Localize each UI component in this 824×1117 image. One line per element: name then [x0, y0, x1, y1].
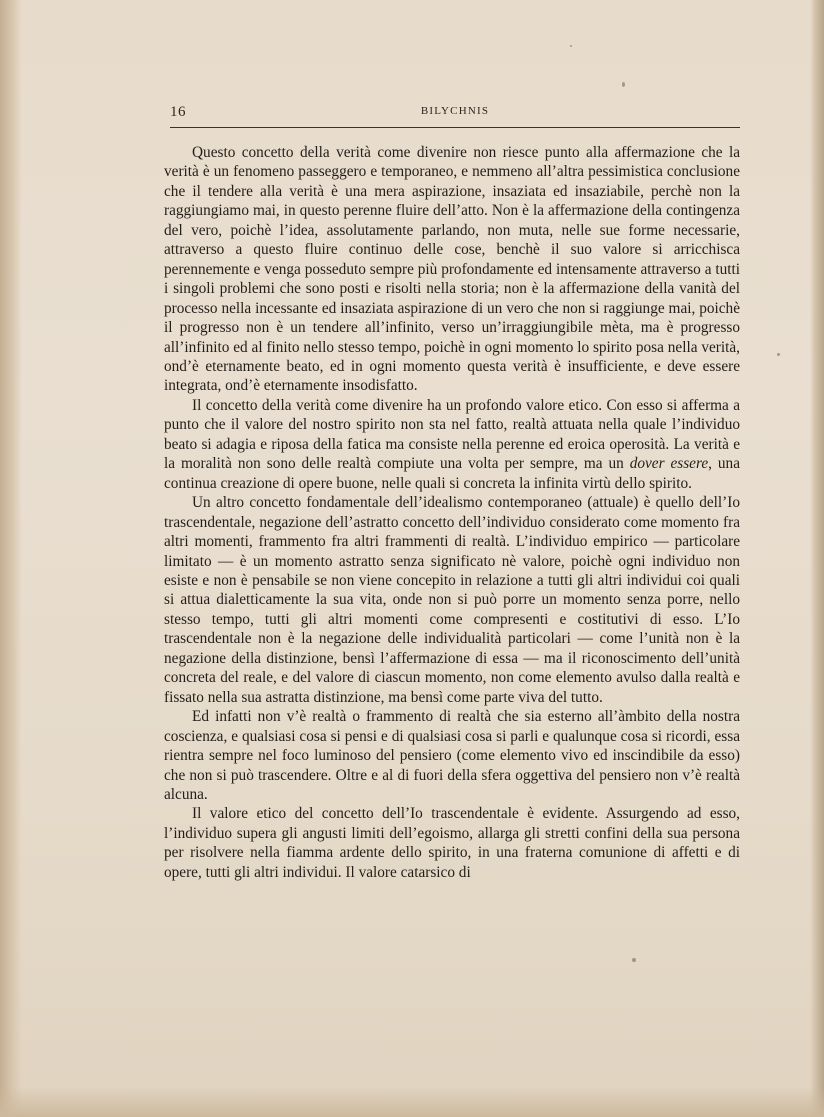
paragraph [164, 396, 740, 493]
paper-speck [570, 45, 572, 47]
paragraph: Un altro concetto fondamentale dell’idealismo contemporaneo (attuale) è quello dell’Io trascendentale, negazione dell’astratto concetto dell’individuo considerato come momento fra altri momenti, frammento fra altri frammenti di realtà. L’individuo empirico — particolare limitato — è un momento astratto senza significato nè valore, poichè ogni individuo non esiste e non è pensabile se non viene concepito in relazione a tutti gli altri individui coi quali si attua dialetticamente la sua vita, onde non si può porre un momento senza porre, nello stesso tempo, tutti gli altri momenti come compresenti e costitutivi di esso. L’Io trascendentale non è la negazione delle individualità particolari — come l’unità non è la negazione della distinzione, bensì l’affermazione di essa — ma il riconoscimento dell’unità concreta del reale, e del valore di ciascun momento, non come elemento avulso dalla realtà e fissato nella sua astratta distinzione, ma bensì come parte viva del tutto. [164, 494, 740, 706]
paper-speck [622, 82, 625, 87]
paragraph: Il valore etico del concetto dell’Io trascendentale è evidente. Assurgendo ad esso, l’individuo supera gli angusti limiti dell’egoismo, allarga gli stretti confini della sua persona per risolvere nella fiamma ardente dello spirito, in una fraterna comunione di affetti e di opere, tutti gli altri individui. Il valore catarsico di [164, 805, 740, 881]
page-edge-shadow-right [810, 0, 824, 1117]
journal-title: BILYCHNIS [420, 105, 490, 117]
paragraph: Questo concetto della verità come divenire non riesce punto alla affermazione che la verità è un fenomeno passeggero e temporaneo, e nemmeno all’altra pessimistica conclusione che il tendere alla verità è una mera aspirazione, insaziata ed insaziabile, perchè non la raggiungiamo mai, in questo perenne fluire dell’atto. Non è la affermazione della contingenza del vero, poichè l’idea, assolutamente parlando, non muta, nelle sue forme necessarie, attraverso a questo fluire continuo delle cose, benchè il suo valore si arricchisca perennemente e venga posseduto sempre più profondamente ed intensamente attraverso a tutti i singoli problemi che sono posti e risolti nella storia; non è la affermazione della vanità del processo nella incessante ed insaziata aspirazione di un vero che non si raggiunge mai, poichè il progresso non è un tendere all’infinito, verso un’irraggiungibile mèta, ma è progresso all’infinito ed al finito nello stesso tempo, poichè in ogni momento lo spirito posa nella verità, ond’è eternamente beato, ed in ogni momento questa verità è insufficiente, e deve essere integrata, ond’è eternamente insodisfatto. [164, 144, 740, 395]
header-rule [170, 127, 740, 128]
body-text [164, 143, 740, 882]
paragraph-text: , una continua creazione di opere buone, nelle quali si concreta la infinita virtù dello spirito. [164, 455, 740, 492]
paragraph-text: Il concetto della verità come divenire ha un profondo valore etico. Con esso si afferma a punto che il valore del nostro spirito non sta nel fatto, realtà attuata nella quale l’individuo beato si adagia e riposa della fatica ma consiste nella perenne ed eroica operosità. La verità e la moralità non sono delle realtà compiute una volta per sempre, ma un [164, 396, 740, 473]
italic-phrase: dover essere [629, 455, 709, 473]
paper-speck [632, 958, 636, 962]
page-number: 16 [170, 104, 186, 120]
paragraph: Ed infatti non v’è realtà o frammento di realtà che sia esterno all’àmbito della nostra coscienza, e qualsiasi cosa si pensi e di qualsiasi cosa si parli e qualunque cosa si ricordi, essa rientra sempre nel foco luminoso del pensiero (come elemento vivo ed inscindibile da esso) che non si può trascendere. Oltre e al di fuori della sfera oggettiva del pensiero non v’è realtà alcuna. [164, 708, 740, 803]
paper-speck [777, 353, 780, 356]
page-edge-shadow-left [0, 0, 22, 1117]
page-edge-shadow-bottom [0, 1087, 824, 1117]
running-head [170, 104, 740, 126]
